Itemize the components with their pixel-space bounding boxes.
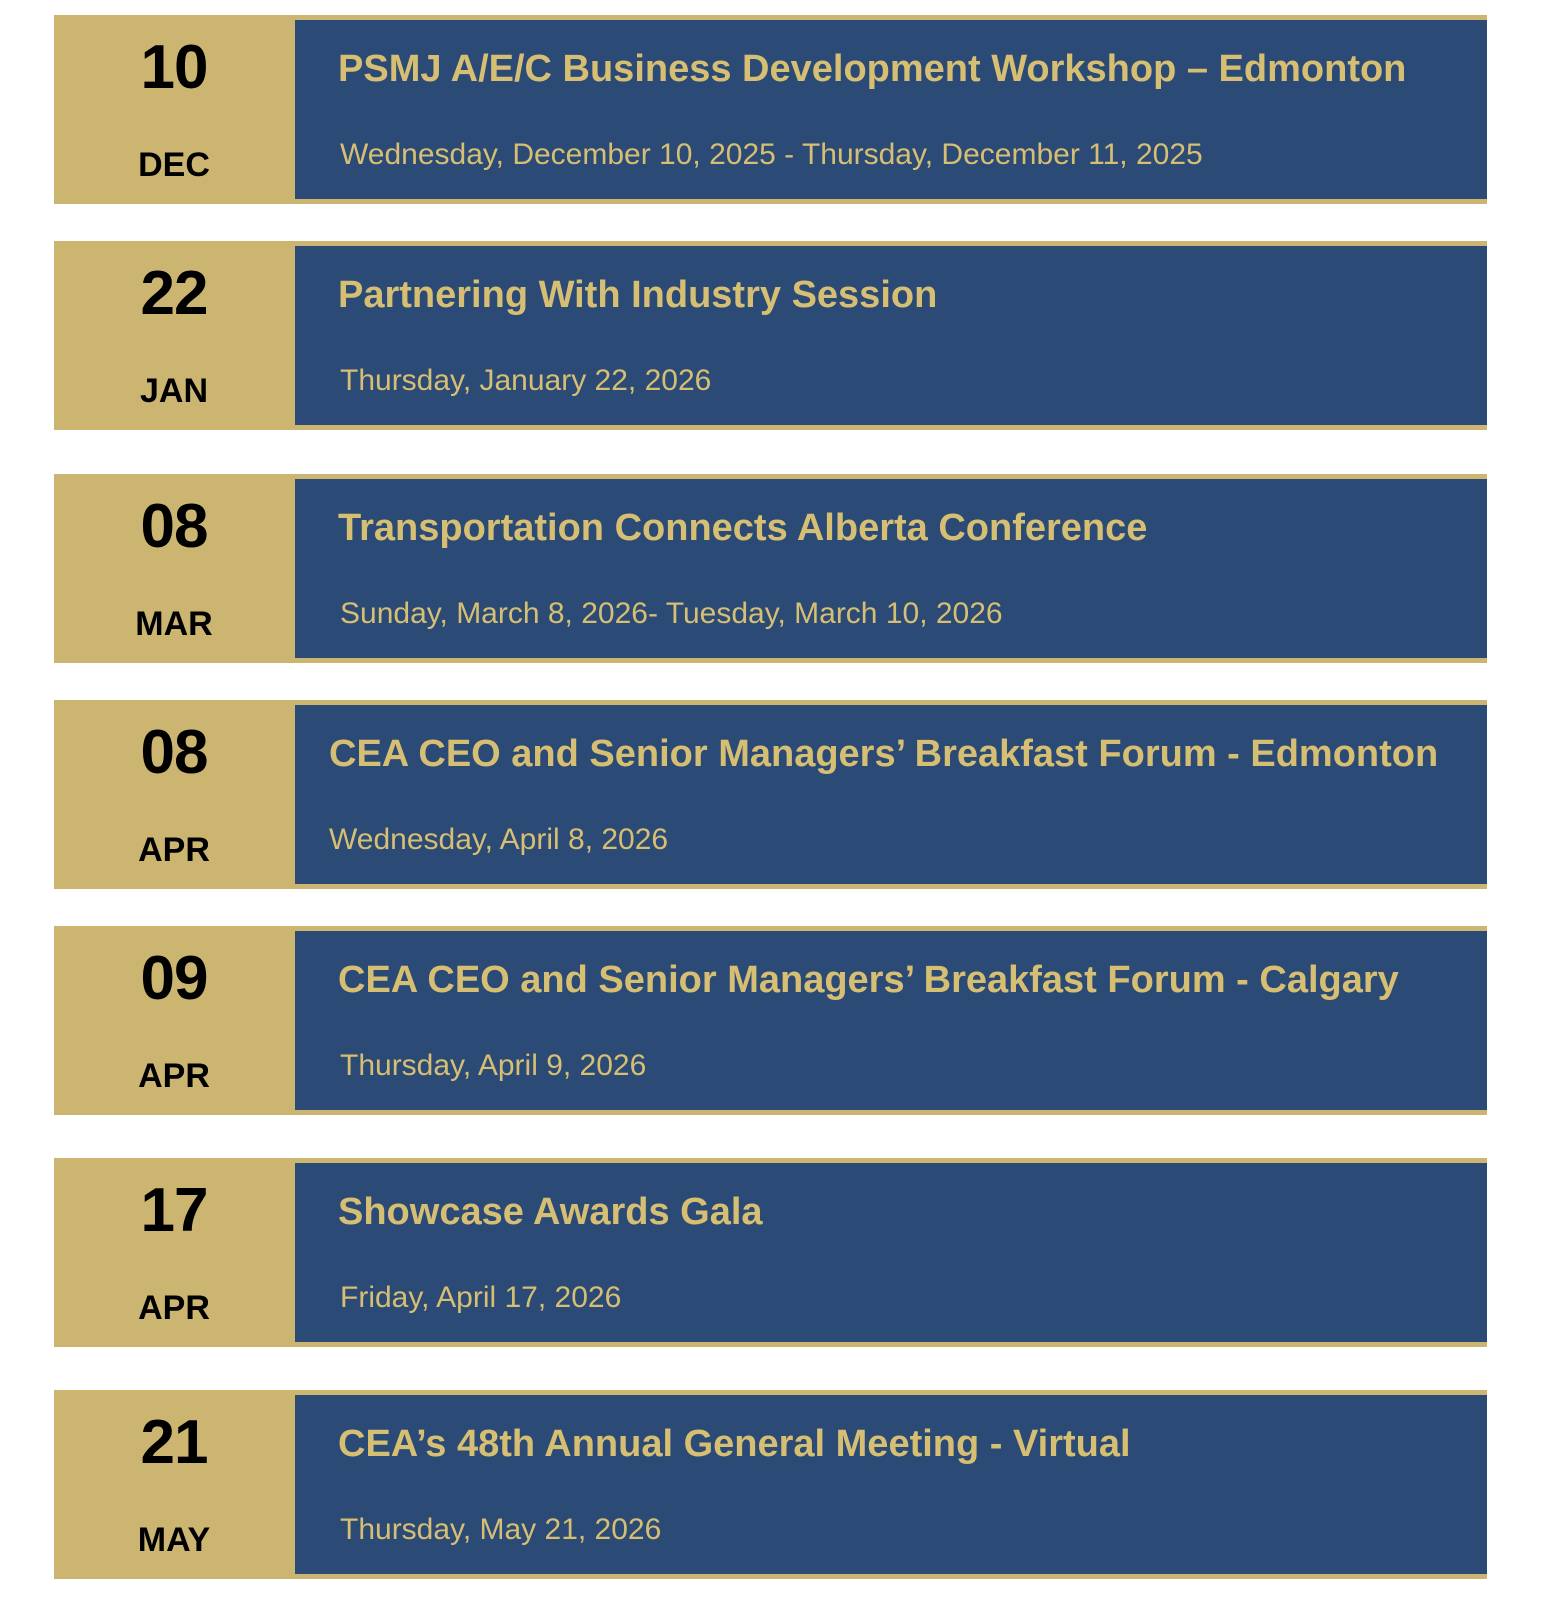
event-title[interactable]: CEA CEO and Senior Managers’ Breakfast Forum - Calgary <box>338 959 1399 1001</box>
event-date-block <box>54 241 294 430</box>
event-title[interactable]: Transportation Connects Alberta Conference <box>338 507 1148 549</box>
events-list <box>54 15 1487 1616</box>
event-date-block <box>54 474 294 663</box>
event-date-block <box>54 1390 294 1579</box>
event-info-panel <box>295 705 1487 884</box>
event-title[interactable]: CEA CEO and Senior Managers’ Breakfast Forum - Edmonton <box>329 733 1439 775</box>
event-date-block <box>54 1158 294 1347</box>
event-day: 08 <box>140 492 208 561</box>
event-card[interactable] <box>54 1390 1487 1579</box>
event-card[interactable] <box>54 700 1487 889</box>
event-dates: Friday, April 17, 2026 <box>340 1281 622 1314</box>
event-dates: Thursday, April 9, 2026 <box>340 1049 647 1082</box>
event-title[interactable]: Showcase Awards Gala <box>338 1191 763 1233</box>
event-info-panel <box>295 1163 1487 1342</box>
event-dates: Sunday, March 8, 2026- Tuesday, March 10, 2026 <box>340 597 1003 630</box>
event-card[interactable] <box>54 241 1487 430</box>
event-date-block <box>54 15 294 204</box>
event-day: 21 <box>140 1408 208 1477</box>
event-card[interactable] <box>54 474 1487 663</box>
event-month: APR <box>138 1057 210 1095</box>
event-day: 10 <box>140 33 208 102</box>
event-dates: Thursday, January 22, 2026 <box>340 364 712 397</box>
event-day: 17 <box>140 1176 208 1245</box>
event-month: DEC <box>138 146 210 184</box>
event-info-panel <box>295 931 1487 1110</box>
event-title[interactable]: CEA’s 48th Annual General Meeting - Virtual <box>338 1423 1131 1465</box>
event-info-panel <box>295 1395 1487 1574</box>
event-month: APR <box>138 831 210 869</box>
event-month: MAR <box>135 605 213 643</box>
event-card[interactable] <box>54 15 1487 204</box>
event-date-block <box>54 926 294 1115</box>
event-info-panel <box>295 479 1487 658</box>
event-month: JAN <box>139 372 209 410</box>
event-info-panel <box>295 246 1487 425</box>
event-day: 09 <box>140 944 208 1013</box>
event-dates: Thursday, May 21, 2026 <box>340 1513 662 1546</box>
event-dates: Wednesday, December 10, 2025 - Thursday, December 11, 2025 <box>340 138 1203 171</box>
event-title[interactable]: PSMJ A/E/C Business Development Workshop – Edmonton <box>338 48 1407 90</box>
event-day: 22 <box>140 259 208 328</box>
event-dates: Wednesday, April 8, 2026 <box>329 823 669 856</box>
event-day: 08 <box>140 718 208 787</box>
event-title[interactable]: Partnering With Industry Session <box>338 274 938 316</box>
event-month: MAY <box>137 1521 211 1559</box>
event-info-panel <box>295 20 1487 199</box>
event-card[interactable] <box>54 926 1487 1115</box>
event-date-block <box>54 700 294 889</box>
event-month: APR <box>138 1289 210 1327</box>
event-card[interactable] <box>54 1158 1487 1347</box>
